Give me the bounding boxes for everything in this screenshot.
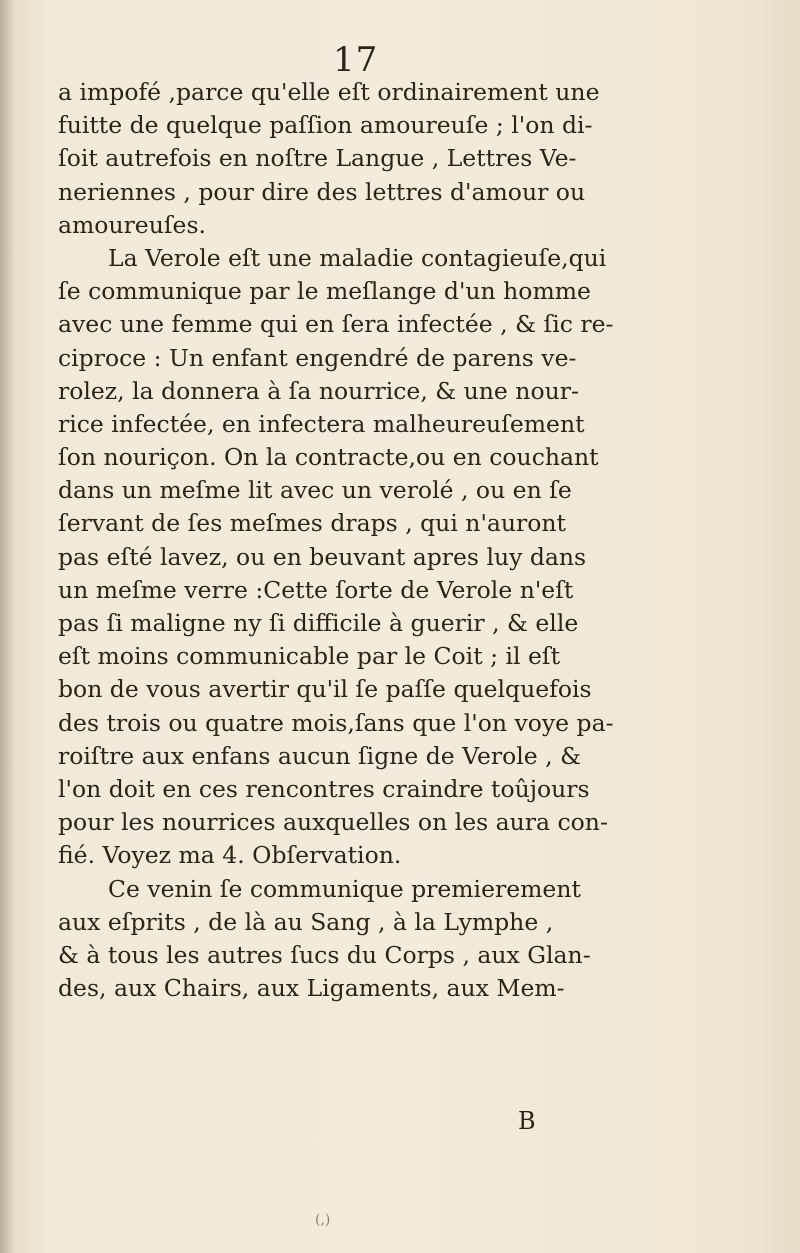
footer-mark: (,) [315,1212,331,1228]
text-line: rice infectée, en infectera malheureuſement [58,409,585,438]
text-line: La Verole eſt une maladie contagieuſe,qui [108,243,607,272]
text-line: roiſtre aux enfans aucun ſigne de Verole , & [58,741,582,770]
text-line: fié. Voyez ma 4. Obſervation. [58,841,402,870]
text-line: pas ſi maligne ny ſi difficile à guerir , & elle [58,609,579,637]
text-line: pour les nourrices auxquelles on les aura con- [58,808,608,837]
body-text [58,76,658,1005]
text-line: eſt moins communicable par le Coit ; il eſt [58,642,561,671]
text-line: ſervant de ſes meſmes draps , qui n'auront [58,509,567,538]
text-line: aux eſprits , de là au Sang , à la Lymphe , [58,907,554,936]
page-number: 17 [333,40,379,80]
text-line: fuitte de quelque paſſion amoureuſe ; l'on di- [58,111,593,140]
signature-mark: B [518,1107,536,1135]
page-gutter [0,0,14,1253]
text-line: dans un meſme lit avec un verolé , ou en ſe [58,476,572,505]
text-line: avec une femme qui en ſera infectée , & ſic re- [58,310,614,339]
text-line: des, aux Chairs, aux Ligaments, aux Mem- [58,974,565,1003]
text-line: pas eſté lavez, ou en beuvant apres luy dans [58,542,587,571]
text-line: ciproce : Un enfant engendré de parens ve- [58,343,577,372]
text-line: neriennes , pour dire des lettres d'amour ou [58,177,586,206]
text-line: ſon nouriçon. On la contracte,ou en couchant [58,443,599,472]
text-line: ſe communique par le meſlange d'un homme [58,277,591,306]
text-line: rolez, la donnera à ſa nourrice, & une nour- [58,376,579,405]
text-line: & à tous les autres ſucs du Corps , aux Glan- [58,940,591,969]
text-line: bon de vous avertir qu'il ſe paſſe quelquefois [58,675,592,704]
text-line: ſoit autrefois en noſtre Langue , Lettres Ve- [58,144,577,173]
text-line: l'on doit en ces rencontres craindre toûjours [58,774,590,803]
text-line: amoureuſes. [58,210,206,239]
text-line: Ce venin ſe communique premierement [108,874,581,903]
text-line: a impofé ,parce qu'elle eſt ordinairement une [58,78,600,106]
text-line: un meſme verre :Cette ſorte de Verole n'eſt [58,575,574,604]
text-line: des trois ou quatre mois,ſans que l'on voye pa- [58,708,614,737]
